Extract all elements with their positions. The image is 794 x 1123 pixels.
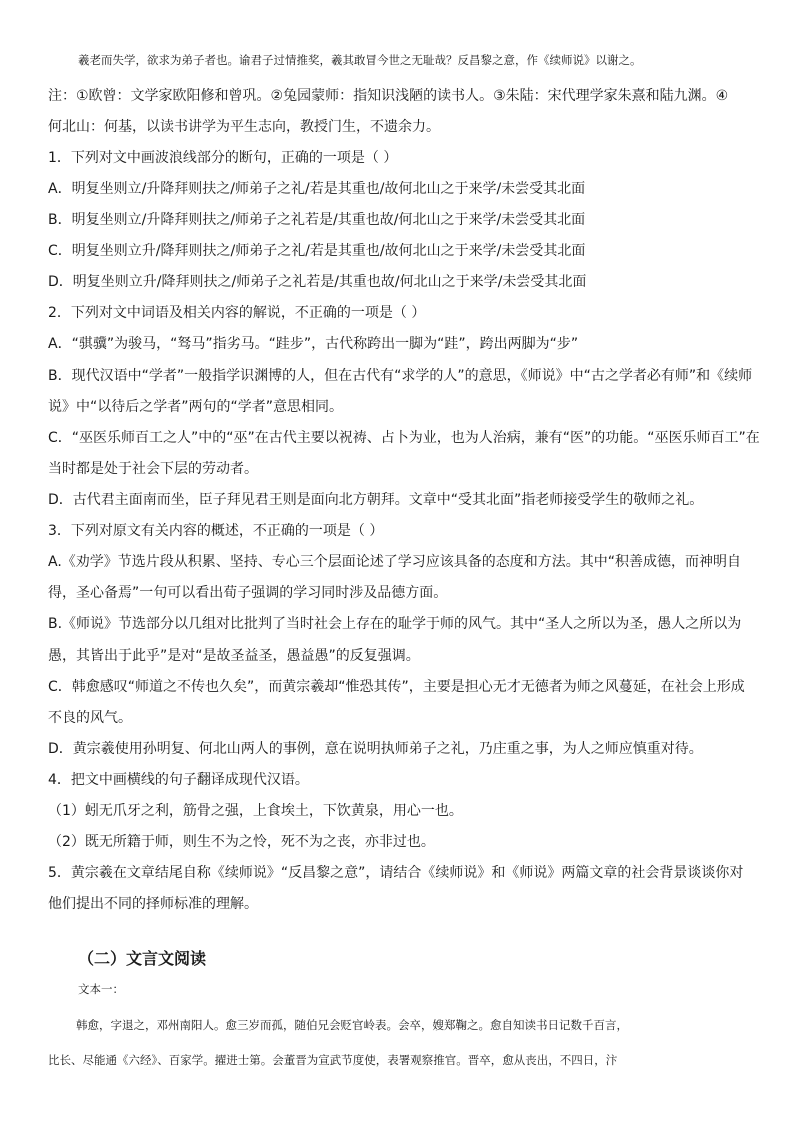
question-3-option-a-line-2: 得，圣心备焉”一句可以看出荀子强调的学习同时涉及品德方面。 [48,585,448,601]
intro-line: 羲老而失学，欲求为弟子者也。谕君子过情推奖，羲其敢冒今世之无耻哉？反昌黎之意，作《续师说》以谢之。 [78,53,642,67]
text-1-line-1: 韩愈，字退之，邓州南阳人。愈三岁而孤，随伯兄会贬官岭表。会卒，嫂郑鞠之。愈自知读书日记数千百言， [76,1018,628,1032]
question-3-stem: 3．下列对原文有关内容的概述，不正确的一项是（ ） [48,523,384,539]
question-4-sentence-2: （2）既无所籍于师，则生不为之怜，死不为之丧，亦非过也。 [48,834,435,850]
question-2-option-b-line-1: B．现代汉语中“学者”一般指学识渊博的人，但在古代有“求学的人”的意思，《师说》中“古之学者必有师”和《续师 [48,368,753,384]
question-2-option-c-line-1: C．“巫医乐师百工之人”中的“巫”在古代主要以祝祷、占卜为业，也为人治病，兼有“医”的功能。“巫医乐师百工”在 [48,430,760,446]
question-3-option-a-line-1: A.《劝学》节选片段从积累、坚持、专心三个层面论述了学习应该具备的态度和方法。其中“积善成德，而神明自 [48,554,742,570]
note-line-2: 何北山：何基，以读书讲学为平生志向，教授门生，不遗余力。 [48,119,440,135]
question-2-option-d: D．古代君主面南而坐，臣子拜见君王则是面向北方朝拜。文章中“受其北面”指老师接受学生的敬师之礼。 [48,492,704,508]
question-1-option-c: C．明复坐则立升/降拜则扶之/师弟子之礼/若是其重也/故何北山之于来学/未尝受其北面 [48,243,586,259]
question-3-option-c-line-1: C．韩愈感叹“师道之不传也久矣”，而黄宗羲却“惟恐其传”，主要是担心无才无德者为师之风蔓延，在社会上形成 [48,679,745,695]
question-5-line-1: 5．黄宗羲在文章结尾自称《续师说》“反昌黎之意”，请结合《续师说》和《师说》两篇文章的社会背景谈谈你对 [48,865,744,881]
text-1-label: 文本一： [78,982,124,996]
question-1-stem: 1．下列对文中画波浪线部分的断句，正确的一项是（ ） [48,150,398,166]
section-heading: （二）文言文阅读 [78,949,207,968]
question-2-option-b-line-2: 说》中“以待后之学者”两句的“学者”意思相同。 [48,399,344,415]
note-line-1: 注：①欧曾：文学家欧阳修和曾巩。②兔园蒙师：指知识浅陋的读书人。③朱陆：宋代理学家朱熹和陆九渊。④ [48,88,729,104]
question-2-option-a: A．“骐骥”为骏马，“驽马”指劣马。“跬步”，古代称跨出一脚为“跬”，跨出两脚为“步” [48,336,579,352]
question-3-option-c-line-2: 不良的风气。 [48,710,132,726]
question-1-option-a: A．明复坐则立/升降拜则扶之/师弟子之礼/若是其重也/故何北山之于来学/未尝受其北面 [48,181,586,197]
question-5-line-2: 他们提出不同的择师标准的理解。 [48,896,258,912]
question-1-option-b: B．明复坐则立/升降拜则扶之/师弟子之礼若是/其重也故/何北山之于来学/未尝受其北面 [48,212,586,228]
question-3-option-d: D．黄宗羲使用孙明复、何北山两人的事例，意在说明执师弟子之礼，乃庄重之事，为人之师应慎重对待。 [48,741,703,757]
question-2-stem: 2．下列对文中词语及相关内容的解说，不正确的一项是（ ） [48,305,426,321]
question-4-sentence-1: （1）蚓无爪牙之利，筋骨之强，上食埃土，下饮黄泉，用心一也。 [48,803,463,819]
text-1-line-2: 比长、尽能通《六经》、百家学。擢进士第。会董晋为宣武节度使，表署观察推官。晋卒，愈从丧出，不四日，汴 [48,1053,618,1067]
question-3-option-b-line-1: B.《师说》节选部分以几组对比批判了当时社会上存在的耻学于师的风气。其中“圣人之所以为圣，愚人之所以为 [48,616,742,632]
question-1-option-d: D．明复坐则立升/降拜则扶之/师弟子之礼若是/其重也故/何北山之于来学/未尝受其北面 [48,274,587,290]
question-3-option-b-line-2: 愚，其皆出于此乎”是对“是故圣益圣，愚益愚”的反复强调。 [48,648,420,664]
question-2-option-c-line-2: 当时都是处于社会下层的劳动者。 [48,461,258,477]
question-4-stem: 4．把文中画横线的句子翻译成现代汉语。 [48,772,309,788]
